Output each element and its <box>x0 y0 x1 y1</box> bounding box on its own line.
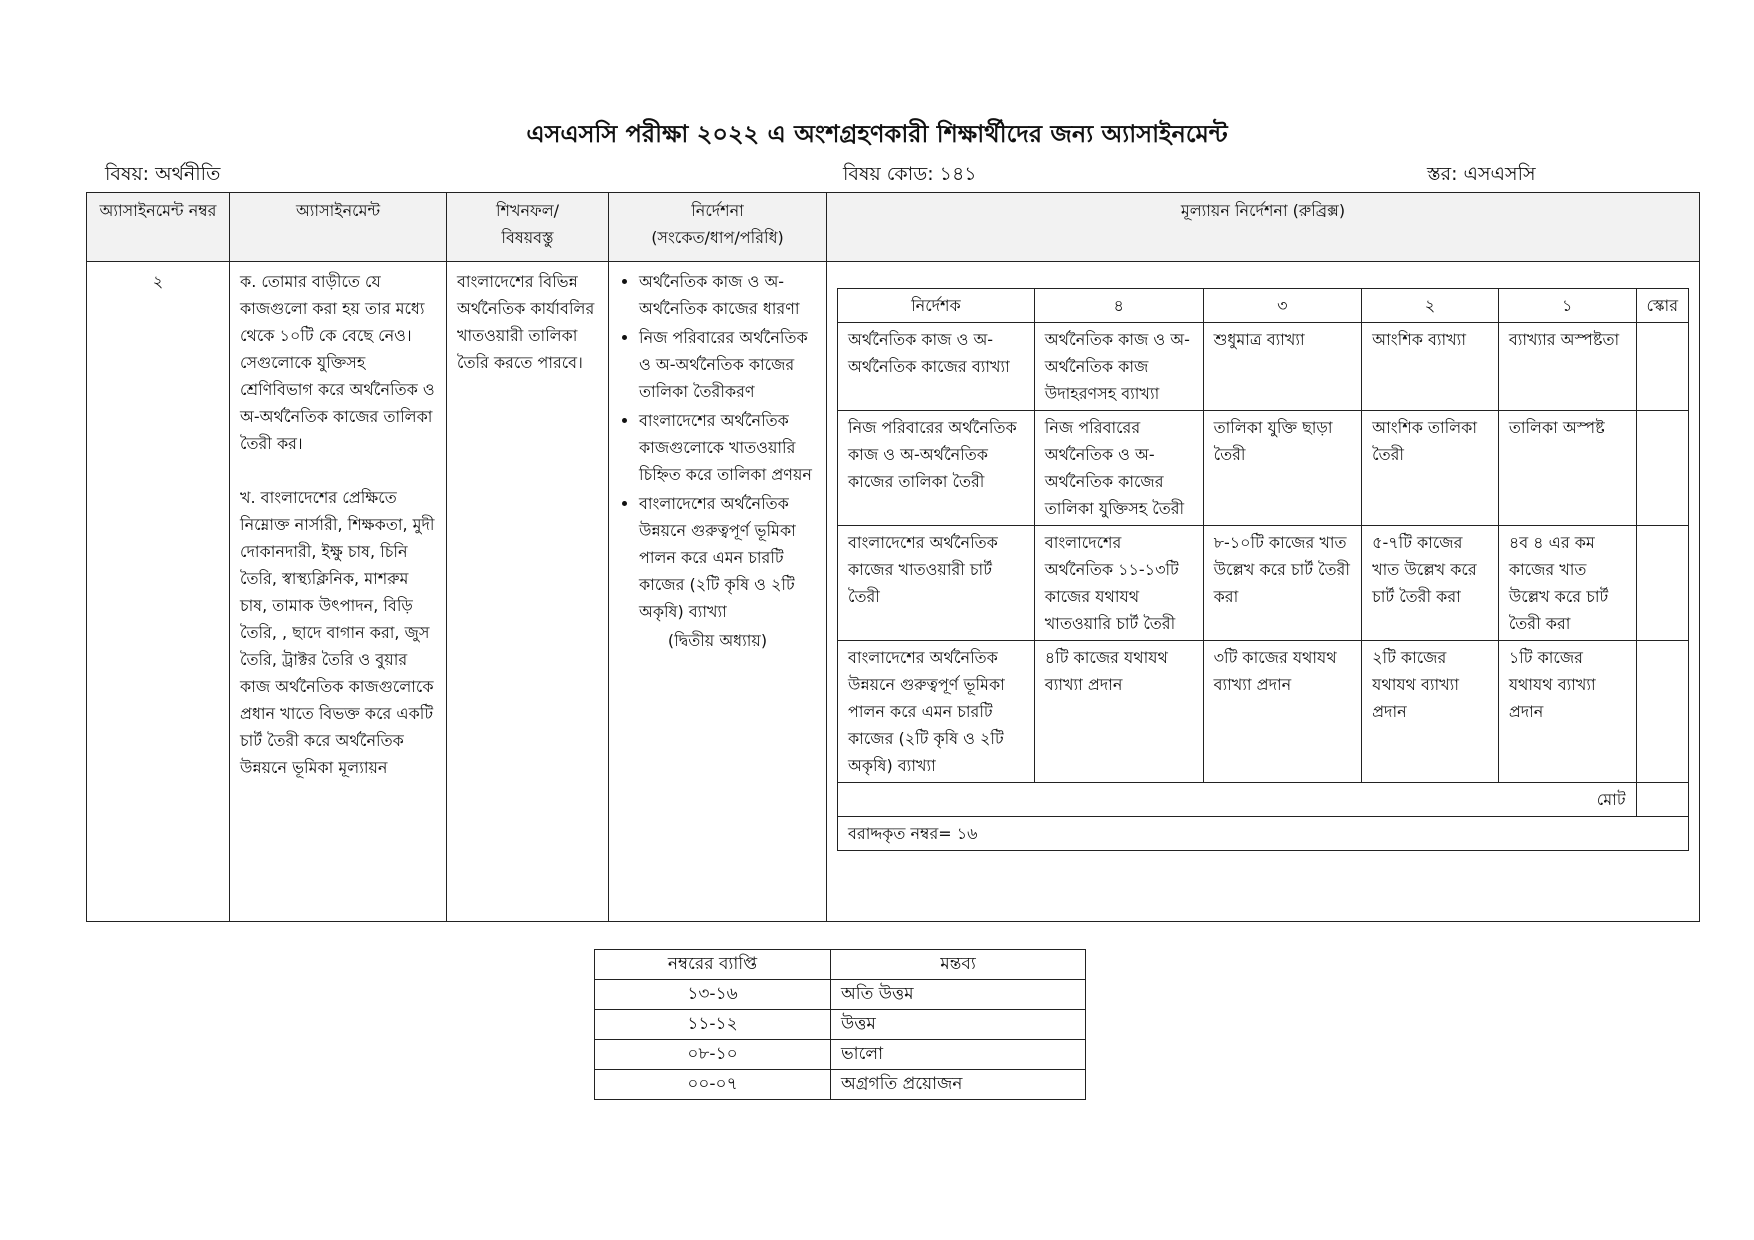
scale-range: ১৩-১৬ <box>595 980 831 1010</box>
assignment-text <box>230 262 447 922</box>
chapter-note: (দ্বিতীয় অধ্যায়) <box>667 631 768 650</box>
rubric-level-3: শুধুমাত্র ব্যাখ্যা <box>1203 323 1362 411</box>
grading-scale-row <box>595 1070 1086 1100</box>
rubric-allotted-row <box>838 817 1689 851</box>
scale-range: ০০-০৭ <box>595 1070 831 1100</box>
header-guideline <box>609 193 827 262</box>
assignment-part-b: খ. বাংলাদেশের প্রেক্ষিতে নিম্নোক্ত নার্সারী, শিক্ষকতা, মুদী দোকানদারী, ইক্ষু চাষ, চিনি তৈরি, স্বাস্থ্যক্লিনিক, মাশরুম চাষ, তামাক উৎপাদন, বিড়ি তৈরি, , ছাদে বাগান করা, জুস তৈরি, ট্রাক্টর তৈরি ও বুয়ার কাজ অর্থনৈতিক কাজগুলোকে প্রধান খাতে বিভক্ত করে একটি চার্ট তৈরী করে অর্থনৈতিক উন্নয়নে ভূমিকা মূল্যায়ন <box>240 488 435 777</box>
header-guideline-line2: (সংকেত/ধাপ/পরিধি) <box>651 228 784 247</box>
assignment-number: ২ <box>87 262 230 922</box>
rubric-allotted-marks: বরাদ্দকৃত নম্বর= ১৬ <box>838 817 1689 851</box>
scale-header-range: নম্বরের ব্যাপ্তি <box>595 950 831 980</box>
rubric-header-score: স্কোর <box>1636 289 1688 323</box>
subject-label: বিষয়: অর্থনীতি <box>105 163 221 185</box>
level-label: স্তর: এসএসসি <box>1427 163 1536 185</box>
rubric-row <box>838 526 1689 641</box>
rubric-total-score <box>1636 783 1688 817</box>
scale-remark: অগ্রগতি প্রয়োজন <box>831 1070 1086 1100</box>
scale-range: ১১-১২ <box>595 1010 831 1040</box>
rubric-level-2: আংশিক ব্যাখ্যা <box>1362 323 1499 411</box>
rubric-header-indicator: নির্দেশক <box>838 289 1035 323</box>
rubric-table <box>837 288 1689 851</box>
rubric-level-2: ৫-৭টি কাজের খাত উল্লেখ করে চার্ট তৈরী করা <box>1362 526 1499 641</box>
learning-outcome: বাংলাদেশের বিভিন্ন অর্থনৈতিক কার্যাবলির খাতওয়ারী তালিকা তৈরি করতে পারবে। <box>447 262 609 922</box>
rubric-level-4: নিজ পরিবারের অর্থনৈতিক ও অ-অর্থনৈতিক কাজের তালিকা যুক্তিসহ তৈরী <box>1034 411 1203 526</box>
rubric-header-score-1: ১ <box>1498 289 1636 323</box>
rubric-level-3: ৩টি কাজের যথাযথ ব্যাখ্যা প্রদান <box>1203 641 1362 783</box>
rubric-header-row <box>838 289 1689 323</box>
guideline-item: • বাংলাদেশের অর্থনৈতিক উন্নয়নে গুরুত্বপূর্ণ ভূমিকা পালন করে এমন চারটি কাজের (২টি কৃষি ও ২টি অকৃষি) ব্যাখ্যা <box>639 490 816 625</box>
guideline-item: • নিজ পরিবারের অর্থনৈতিক ও অ-অর্থনৈতিক কাজের তালিকা তৈরীকরণ <box>639 324 816 405</box>
grading-scale-row <box>595 1040 1086 1070</box>
scale-range: ০৮-১০ <box>595 1040 831 1070</box>
subject-code-label: বিষয় কোড: ১৪১ <box>843 163 977 185</box>
rubric-score <box>1636 526 1688 641</box>
header-outcome-line1: শিখনফল/ <box>495 201 560 220</box>
rubric-indicator: বাংলাদেশের অর্থনৈতিক কাজের খাতওয়ারী চার্ট তৈরী <box>838 526 1035 641</box>
rubric-score <box>1636 411 1688 526</box>
grading-scale-row <box>595 980 1086 1010</box>
scale-remark: অতি উত্তম <box>831 980 1086 1010</box>
grading-scale-table <box>594 949 1086 1100</box>
header-rubric: মূল্যায়ন নির্দেশনা (রুব্রিক্স) <box>827 193 1700 262</box>
header-assignment-no: অ্যাসাইনমেন্ট নম্বর <box>87 193 230 262</box>
scale-header-remark: মন্তব্য <box>831 950 1086 980</box>
header-outcome <box>447 193 609 262</box>
rubric-total-label: মোট <box>838 783 1637 817</box>
rubric-indicator: বাংলাদেশের অর্থনৈতিক উন্নয়নে গুরুত্বপূর্ণ ভূমিকা পালন করে এমন চারটি কাজের (২টি কৃষি ও ২টি অকৃষি) ব্যাখ্যা <box>838 641 1035 783</box>
scale-remark: উত্তম <box>831 1010 1086 1040</box>
header-guideline-line1: নির্দেশনা <box>691 201 744 220</box>
guideline-item: • অর্থনৈতিক কাজ ও অ-অর্থনৈতিক কাজের ধারণা <box>639 268 816 322</box>
rubric-level-3: তালিকা যুক্তি ছাড়া তৈরী <box>1203 411 1362 526</box>
rubric-cell <box>827 262 1700 922</box>
rubric-total-row <box>838 783 1689 817</box>
rubric-level-4: বাংলাদেশের অর্থনৈতিক ১১-১৩টি কাজের যথাযথ খাতওয়ারি চার্ট তৈরী <box>1034 526 1203 641</box>
header-outcome-line2: বিষয়বস্তু <box>501 228 554 247</box>
rubric-level-3: ৮-১০টি কাজের খাত উল্লেখ করে চার্ট তৈরী করা <box>1203 526 1362 641</box>
rubric-level-1: ৪ব ৪ এর কম কাজের খাত উল্লেখ করে চার্ট তৈরী করা <box>1498 526 1636 641</box>
rubric-level-2: আংশিক তালিকা তৈরী <box>1362 411 1499 526</box>
rubric-row <box>838 641 1689 783</box>
page-title: এসএসসি পরীক্ষা ২০২২ এ অংশগ্রহণকারী শিক্ষার্থীদের জন্য অ্যাসাইনমেন্ট <box>526 120 1228 148</box>
scale-remark: ভালো <box>831 1040 1086 1070</box>
rubric-level-4: অর্থনৈতিক কাজ ও অ-অর্থনৈতিক কাজ উদাহরণসহ ব্যাখ্যা <box>1034 323 1203 411</box>
guideline-list <box>619 268 816 625</box>
rubric-score <box>1636 323 1688 411</box>
rubric-score <box>1636 641 1688 783</box>
assignment-table-header <box>87 193 1700 262</box>
rubric-row <box>838 323 1689 411</box>
rubric-indicator: অর্থনৈতিক কাজ ও অ-অর্থনৈতিক কাজের ব্যাখ্যা <box>838 323 1035 411</box>
assignment-part-a: ক. তোমার বাড়ীতে যে কাজগুলো করা হয় তার মধ্যে থেকে ১০টি কে বেছে নেও। সেগুলোকে যুক্তিসহ শ্রেণিবিভাগ করে অর্থনৈতিক ও অ-অর্থনৈতিক কাজের তালিকা তৈরী কর। <box>240 272 435 453</box>
rubric-level-2: ২টি কাজের যথাযথ ব্যাখ্যা প্রদান <box>1362 641 1499 783</box>
rubric-level-4: ৪টি কাজের যথাযথ ব্যাখ্যা প্রদান <box>1034 641 1203 783</box>
assignment-table <box>86 192 1700 922</box>
rubric-header-score-3: ৩ <box>1203 289 1362 323</box>
rubric-level-1: ১টি কাজের যথাযথ ব্যাখ্যা প্রদান <box>1498 641 1636 783</box>
guidelines <box>609 262 827 922</box>
rubric-level-1: ব্যাখ্যার অস্পষ্টতা <box>1498 323 1636 411</box>
assignment-row <box>87 262 1700 922</box>
grading-scale-header <box>595 950 1086 980</box>
rubric-header-score-4: ৪ <box>1034 289 1203 323</box>
guideline-item: • বাংলাদেশের অর্থনৈতিক কাজগুলোকে খাতওয়ারি চিহ্নিত করে তালিকা প্রণয়ন <box>639 407 816 488</box>
rubric-indicator: নিজ পরিবারের অর্থনৈতিক কাজ ও অ-অর্থনৈতিক কাজের তালিকা তৈরী <box>838 411 1035 526</box>
header-assignment: অ্যাসাইনমেন্ট <box>230 193 447 262</box>
rubric-level-1: তালিকা অস্পষ্ট <box>1498 411 1636 526</box>
rubric-row <box>838 411 1689 526</box>
rubric-header-score-2: ২ <box>1362 289 1499 323</box>
grading-scale-row <box>595 1010 1086 1040</box>
